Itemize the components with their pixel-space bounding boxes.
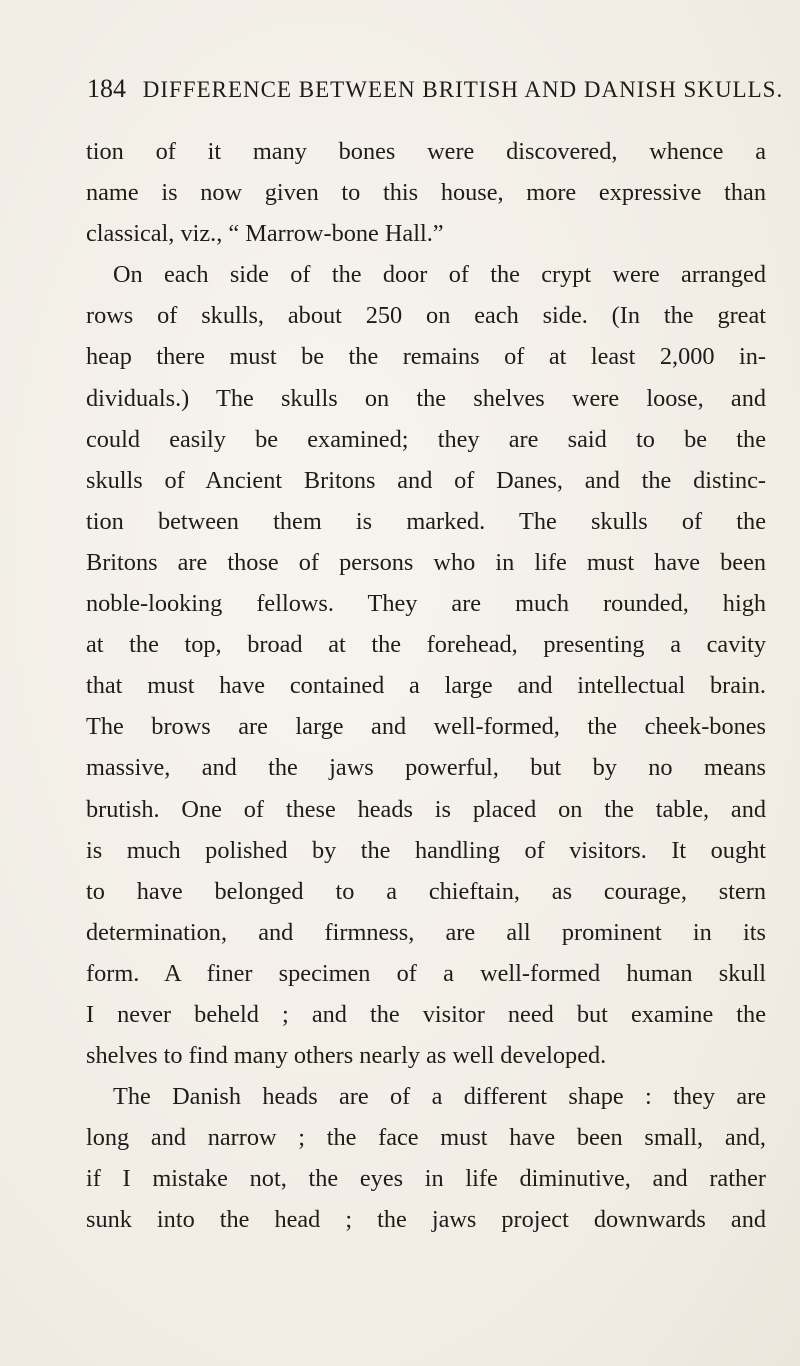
- running-title: DIFFERENCE BETWEEN BRITISH AND DANISH SKULLS.: [142, 77, 784, 102]
- text-line: long and narrow ; the face must have been small, and,: [86, 1124, 766, 1152]
- text-line: tion between them is marked. The skulls of the: [86, 507, 766, 535]
- text-line: noble-looking fellows. They are much rounded, high: [86, 590, 766, 618]
- text-line: that must have contained a large and intellectual brain.: [86, 672, 766, 700]
- text-line: skulls of Ancient Britons and of Danes, and the distinc-: [86, 466, 766, 494]
- running-head: [87, 74, 784, 104]
- text-line: at the top, broad at the forehead, presenting a cavity: [86, 631, 766, 659]
- text-line: rows of skulls, about 250 on each side. (In the great: [86, 302, 766, 330]
- text-line: determination, and firmness, are all prominent in its: [86, 918, 766, 946]
- text-line: heap there must be the remains of at least 2,000 in-: [86, 343, 766, 371]
- text-line: if I mistake not, the eyes in life diminutive, and rather: [86, 1165, 766, 1193]
- text-line: brutish. One of these heads is placed on the table, and: [86, 795, 766, 823]
- text-line: I never beheld ; and the visitor need but examine the: [86, 1000, 766, 1028]
- text-line: to have belonged to a chieftain, as courage, stern: [86, 877, 766, 905]
- text-line: On each side of the door of the crypt were arranged: [113, 261, 766, 289]
- page-number: 184: [87, 74, 126, 103]
- text-line: Britons are those of persons who in life must have been: [86, 548, 766, 576]
- text-line: tion of it many bones were discovered, whence a: [86, 138, 766, 165]
- text-line: dividuals.) The skulls on the shelves were loose, and: [86, 384, 766, 412]
- text-line: name is now given to this house, more expressive than: [86, 179, 766, 207]
- text-line: The Danish heads are of a different shape : they are: [113, 1083, 766, 1111]
- text-line: form. A finer specimen of a well-formed human skull: [86, 959, 766, 987]
- text-line: shelves to find many others nearly as well developed.: [86, 1042, 607, 1070]
- text-line: massive, and the jaws powerful, but by no means: [86, 754, 766, 782]
- text-line: The brows are large and well-formed, the cheek-bones: [86, 713, 766, 741]
- text-line: is much polished by the handling of visitors. It ought: [86, 836, 766, 864]
- text-line: sunk into the head ; the jaws project downwards and: [86, 1206, 766, 1234]
- text-line: classical, viz., “ Marrow-bone Hall.”: [86, 220, 444, 248]
- text-line: could easily be examined; they are said to be the: [86, 425, 766, 453]
- body-text: [86, 131, 766, 1241]
